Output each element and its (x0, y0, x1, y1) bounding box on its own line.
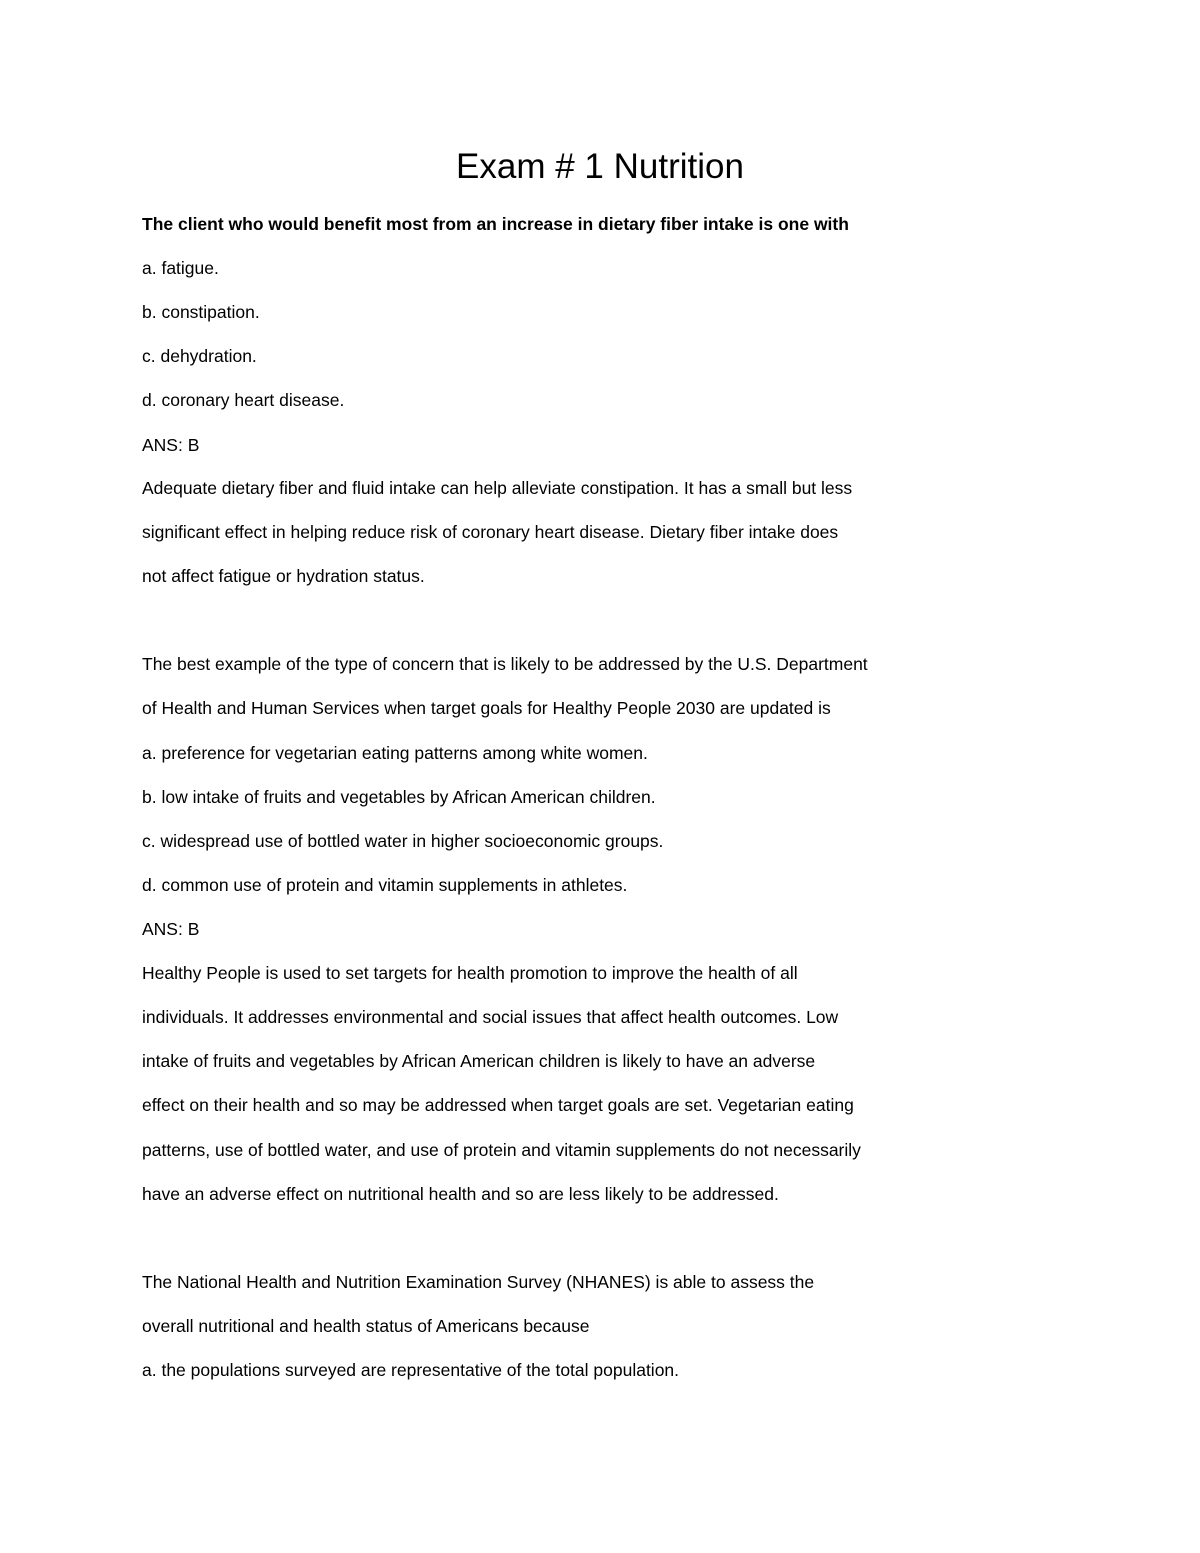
q3-question-line: The National Health and Nutrition Examination Survey (NHANES) is able to assess the (142, 1272, 815, 1292)
q1-option-a: a. fatigue. (142, 258, 219, 278)
q2-option-c: c. widespread use of bottled water in higher socioeconomic groups. (142, 831, 664, 851)
q2-rationale-line: individuals. It addresses environmental and social issues that affect health outcomes. Low (142, 1007, 839, 1027)
q3-option-a: a. the populations surveyed are representative of the total population. (142, 1360, 680, 1380)
q2-rationale-line: patterns, use of bottled water, and use of protein and vitamin supplements do not necessarily (142, 1140, 861, 1160)
q1-rationale-line: Adequate dietary fiber and fluid intake can help alleviate constipation. It has a small but less (142, 478, 853, 498)
q2-question-line: of Health and Human Services when target goals for Healthy People 2030 are updated is (142, 698, 831, 718)
q2-question-line: The best example of the type of concern that is likely to be addressed by the U.S. Department (142, 654, 868, 674)
q2-rationale-line: intake of fruits and vegetables by African American children is likely to have an adverse (142, 1051, 816, 1071)
q1-option-d: d. coronary heart disease. (142, 390, 345, 410)
document-title: Exam # 1 Nutrition (456, 147, 744, 186)
q3-question-line: overall nutritional and health status of Americans because (142, 1316, 590, 1336)
q2-rationale-line: effect on their health and so may be addressed when target goals are set. Vegetarian eating (142, 1095, 854, 1115)
q1-option-b: b. constipation. (142, 302, 260, 322)
q2-rationale-line: Healthy People is used to set targets for health promotion to improve the health of all (142, 963, 798, 983)
q2-option-d: d. common use of protein and vitamin supplements in athletes. (142, 875, 628, 895)
q2-answer: ANS: B (142, 919, 200, 939)
q2-option-a: a. preference for vegetarian eating patterns among white women. (142, 743, 648, 763)
q1-option-c: c. dehydration. (142, 346, 257, 366)
q1-answer: ANS: B (142, 435, 200, 455)
q2-option-b: b. low intake of fruits and vegetables by African American children. (142, 787, 656, 807)
q1-rationale-line: significant effect in helping reduce risk of coronary heart disease. Dietary fiber intake does (142, 522, 839, 542)
q1-rationale-line: not affect fatigue or hydration status. (142, 566, 425, 586)
question-1-text: The client who would benefit most from an increase in dietary fiber intake is one with (142, 214, 849, 234)
q2-rationale-line: have an adverse effect on nutritional health and so are less likely to be addressed. (142, 1184, 779, 1204)
